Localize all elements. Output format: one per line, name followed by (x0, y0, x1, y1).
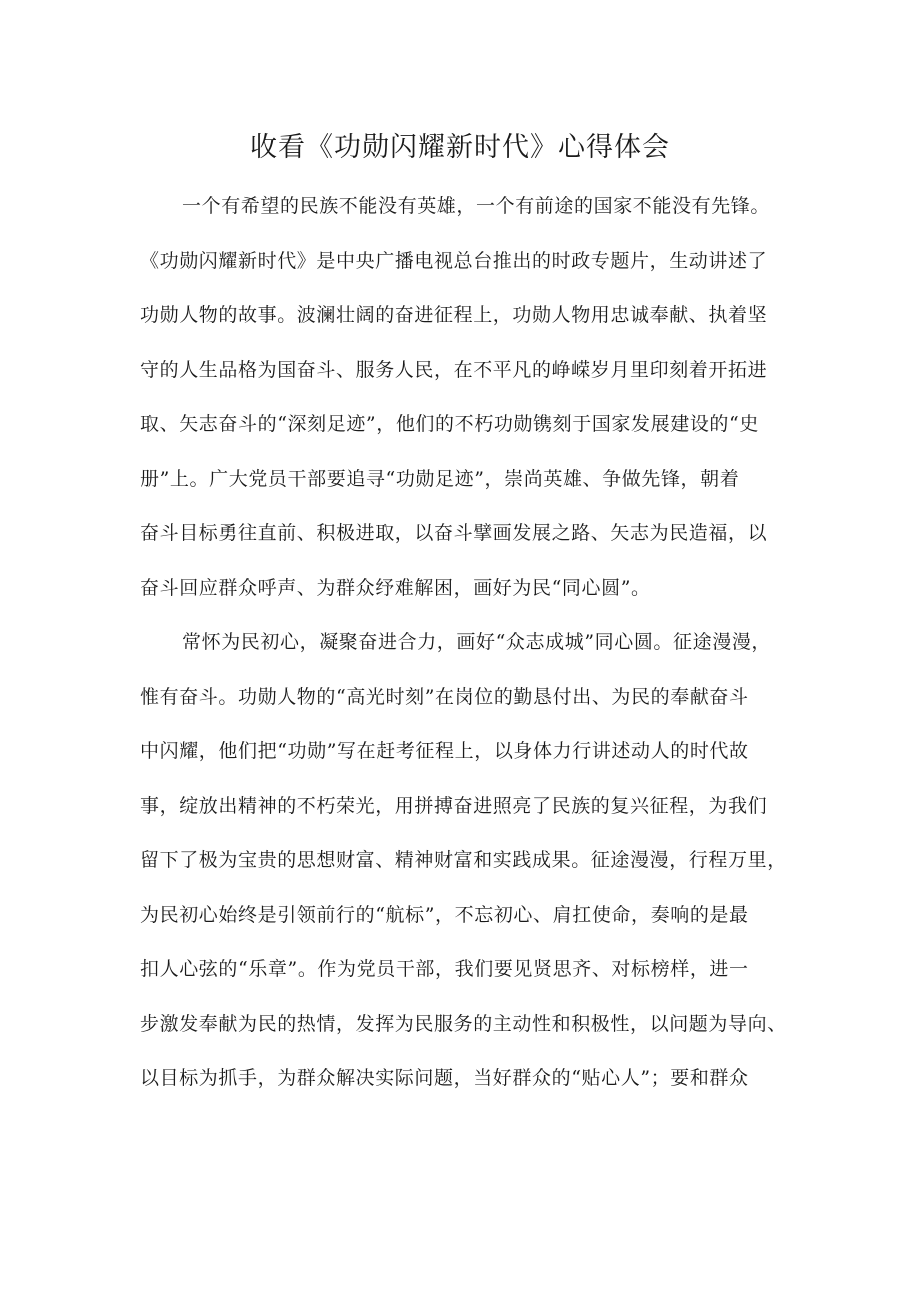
paragraph-line: 中闪耀，他们把“功勋”写在赶考征程上，以身体力行讲述动人的时代故 (140, 740, 749, 762)
paragraph-2 (140, 622, 800, 1113)
paragraph-line: 惟有奋斗。功勋人物的“高光时刻”在岗位的勤恳付出、为民的奉献奋斗 (140, 685, 749, 708)
paragraph-line: 步激发奉献为民的热情，发挥为民服务的主动性和积极性，以问题为导向、 (140, 1012, 787, 1035)
paragraph-line: 留下了极为宝贵的思想财富、精神财富和实践成果。征途漫漫，行程万里， (140, 849, 787, 871)
paragraph-line: 册”上。广大党员干部要追寻“功勋足迹”，崇尚英雄、争做先锋，朝着 (140, 467, 740, 490)
document-title: 收看《功勋闪耀新时代》心得体会 (250, 132, 670, 163)
paragraph-line: 为民初心始终是引领前行的“航标”，不忘初心、肩扛使命，奏响的是最 (140, 903, 749, 926)
paragraph-line: 扣人心弦的“乐章”。作为党员干部，我们要见贤思齐、对标榜样，进一 (140, 958, 749, 980)
paragraph-line: 《功勋闪耀新时代》是中央广播电视总台推出的时政专题片，生动讲述了 (140, 249, 768, 272)
paragraph-line: 奋斗目标勇往直前、积极进取，以奋斗擘画发展之路、矢志为民造福，以 (140, 522, 768, 544)
document-body (140, 186, 800, 1113)
paragraph-line: 以目标为抓手，为群众解决实际问题，当好群众的“贴心人”；要和群众 (140, 1067, 749, 1089)
paragraph-line: 功勋人物的故事。波澜壮阔的奋进征程上，功勋人物用忠诚奉献、执着坚 (140, 304, 768, 326)
paragraph-line: 一个有希望的民族不能没有英雄，一个有前途的国家不能没有先锋。 (182, 195, 771, 217)
paragraph-1 (140, 186, 800, 622)
paragraph-line: 事，绽放出精神的不朽荣光，用拼搏奋进照亮了民族的复兴征程，为我们 (140, 794, 768, 817)
paragraph-line: 常怀为民初心，凝聚奋进合力，画好“众志成城”同心圆。征途漫漫， (182, 631, 772, 653)
paragraph-line: 奋斗回应群众呼声、为群众纾难解困，画好为民“同心圆”。 (140, 576, 651, 599)
paragraph-line: 取、矢志奋斗的“深刻足迹”，他们的不朽功勋镌刻于国家发展建设的“史 (140, 413, 759, 435)
paragraph-line: 守的人生品格为国奋斗、服务人民，在不平凡的峥嵘岁月里印刻着开拓进 (140, 358, 768, 381)
